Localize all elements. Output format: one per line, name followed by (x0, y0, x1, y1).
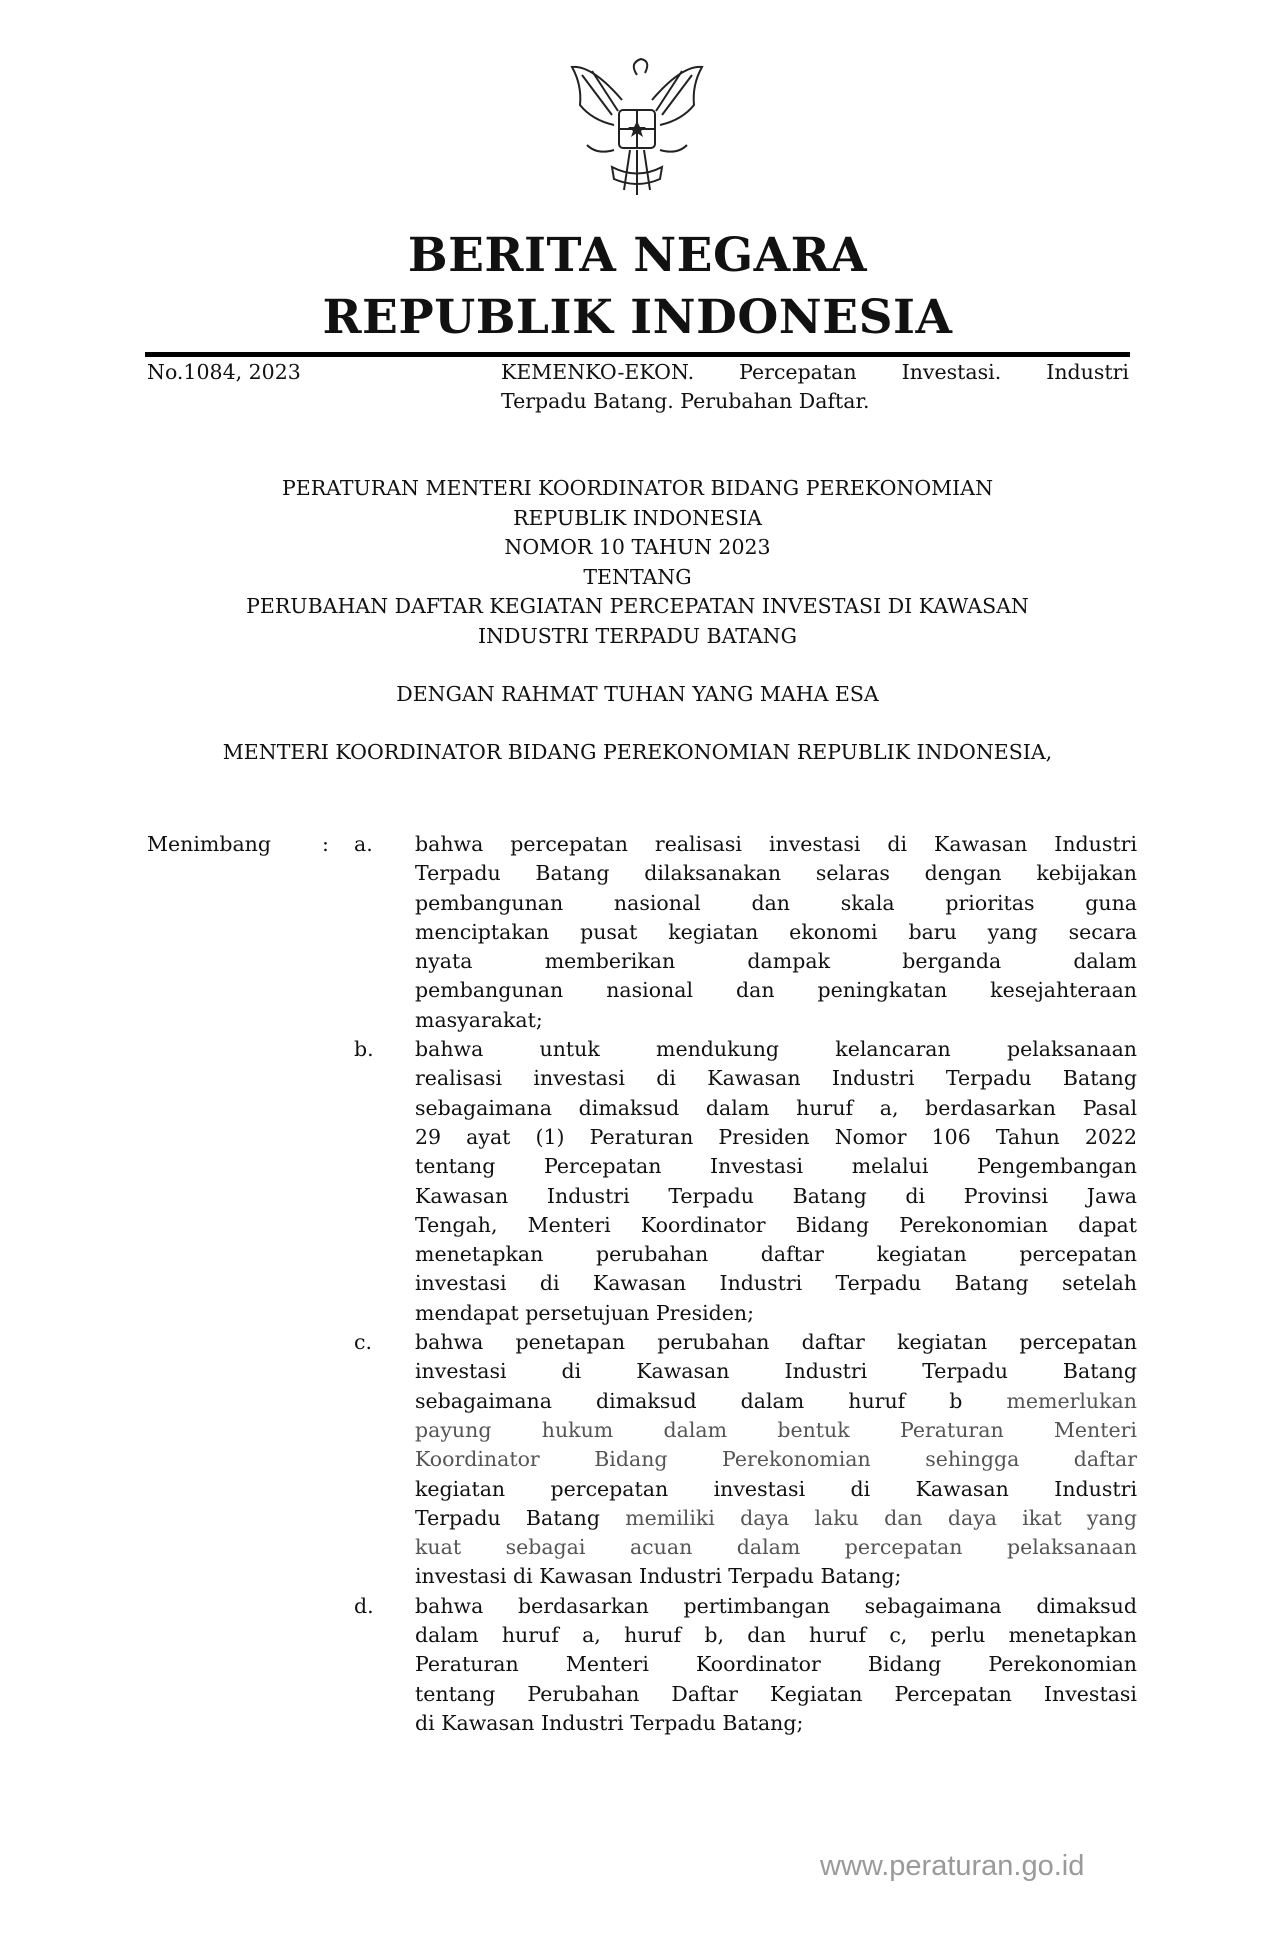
considerations-label: Menimbang (147, 832, 271, 856)
invocation: DENGAN RAHMAT TUHAN YANG MAHA ESA (396, 682, 879, 706)
text-segment: sebagaimana dimaksud dalam huruf a, berdasarkan Pasal (415, 1095, 1137, 1120)
text-line (415, 889, 1137, 918)
text-line (415, 1416, 1137, 1445)
text-line (415, 1299, 1137, 1328)
text-line (415, 1064, 1137, 1093)
issuer: MENTERI KOORDINATOR BIDANG PEREKONOMIAN REPUBLIK INDONESIA, (222, 740, 1053, 764)
text-segment: payung hukum dalam bentuk Peraturan Menteri (415, 1417, 1137, 1442)
text-segment: kuat sebagai acuan dalam percepatan pelaksanaan (415, 1535, 1137, 1560)
text-line (415, 1387, 1137, 1416)
text-line (415, 1475, 1137, 1504)
gazette-number: No.1084, 2023 (147, 360, 301, 384)
subject-line: KEMENKO-EKON. Percepatan Investasi. Industri (501, 360, 1129, 384)
text-segment: nyata memberikan dampak berganda dalam (415, 949, 1137, 974)
text-line (415, 1562, 1137, 1591)
item-text (415, 830, 1137, 1035)
text-segment: menetapkan perubahan daftar kegiatan percepatan (415, 1242, 1137, 1267)
text-line (415, 1094, 1137, 1123)
text-line (415, 1182, 1137, 1211)
text-segment: bahwa penetapan perubahan daftar kegiatan percepatan (415, 1330, 1137, 1355)
text-segment: 29 ayat (1) Peraturan Presiden Nomor 106 Tahun 2022 (415, 1124, 1137, 1149)
item-text (415, 1035, 1137, 1328)
text-segment: tentang Perubahan Daftar Kegiatan Percepatan Investasi (415, 1681, 1137, 1706)
gazette-title: BERITA NEGARA (407, 228, 868, 283)
regulation-heading (0, 474, 1275, 651)
gazette-subject (501, 358, 1129, 416)
text-segment: tentang Percepatan Investasi melalui Pengembangan (415, 1154, 1137, 1179)
item-text (415, 1328, 1137, 1592)
item-text (415, 1592, 1137, 1738)
text-line (415, 1650, 1137, 1679)
text-line (415, 1152, 1137, 1181)
text-segment: masyarakat; (415, 1007, 543, 1032)
text-line (415, 1269, 1137, 1298)
text-line (415, 1621, 1137, 1650)
text-segment: Kawasan Industri Terpadu Batang di Provinsi Jawa (415, 1183, 1137, 1208)
item-letter: a. (354, 832, 373, 856)
text-line (415, 830, 1137, 859)
text-segment: sebagaimana dimaksud dalam huruf b (415, 1388, 1007, 1413)
text-line (415, 976, 1137, 1005)
garuda-emblem-icon (552, 55, 722, 205)
text-segment: Peraturan Menteri Koordinator Bidang Perekonomian (415, 1652, 1137, 1677)
consideration-item (354, 1328, 1137, 1592)
heading-line: REPUBLIK INDONESIA (513, 505, 762, 530)
considerations-list (354, 830, 1137, 1738)
text-segment: menciptakan pusat kegiatan ekonomi baru yang secara (415, 919, 1137, 944)
text-segment: kegiatan percepatan investasi di Kawasan Industri (415, 1476, 1137, 1501)
item-letter: d. (354, 1593, 374, 1618)
text-segment: investasi di Kawasan Industri Terpadu Batang setelah (415, 1271, 1137, 1296)
text-line (415, 859, 1137, 888)
item-letter: c. (354, 1330, 372, 1355)
text-line (415, 1709, 1137, 1738)
text-segment: investasi di Kawasan Industri Terpadu Batang (415, 1359, 1137, 1384)
text-line (415, 947, 1137, 976)
gazette-subtitle: REPUBLIK INDONESIA (322, 290, 953, 345)
text-segment: pembangunan nasional dan peningkatan kesejahteraan (415, 978, 1137, 1003)
text-segment: Tengah, Menteri Koordinator Bidang Perekonomian dapat (415, 1212, 1137, 1237)
heading-line: PERATURAN MENTERI KOORDINATOR BIDANG PEREKONOMIAN (281, 476, 994, 500)
text-line (415, 1328, 1137, 1357)
text-segment: memiliki daya laku dan daya ikat yang (625, 1505, 1137, 1530)
text-line (415, 1211, 1137, 1240)
considerations-colon: : (322, 832, 329, 856)
heading-line: NOMOR 10 TAHUN 2023 (504, 535, 771, 559)
text-segment: memerlukan (1006, 1388, 1137, 1413)
consideration-item (354, 830, 1137, 1035)
text-segment: mendapat persetujuan Presiden; (415, 1300, 755, 1325)
text-segment: bahwa berdasarkan pertimbangan sebagaimana dimaksud (415, 1593, 1137, 1618)
heading-line: PERUBAHAN DAFTAR KEGIATAN PERCEPATAN INVESTASI DI KAWASAN (246, 594, 1029, 618)
text-segment: Terpadu Batang dilaksanakan selaras dengan kebijakan (415, 861, 1137, 886)
watermark: www.peraturan.go.id (820, 1850, 1085, 1882)
text-line (415, 918, 1137, 947)
text-line (415, 1035, 1137, 1064)
header-divider (145, 352, 1130, 357)
text-line (415, 1240, 1137, 1269)
text-segment: di Kawasan Industri Terpadu Batang; (415, 1710, 804, 1735)
subject-line: Terpadu Batang. Perubahan Daftar. (501, 389, 870, 413)
text-segment: dalam huruf a, huruf b, dan huruf c, perlu menetapkan (415, 1623, 1137, 1648)
consideration-item (354, 1035, 1137, 1328)
text-line (415, 1357, 1137, 1386)
text-segment: pembangunan nasional dan skala prioritas guna (415, 890, 1137, 915)
heading-line: TENTANG (583, 564, 692, 589)
text-line (415, 1592, 1137, 1621)
item-letter: b. (354, 1037, 374, 1062)
heading-line: INDUSTRI TERPADU BATANG (478, 623, 797, 648)
text-segment: Koordinator Bidang Perekonomian sehingga daftar (415, 1447, 1137, 1472)
text-segment: investasi di Kawasan Industri Terpadu Batang; (415, 1564, 902, 1589)
text-segment: realisasi investasi di Kawasan Industri Terpadu Batang (415, 1066, 1137, 1091)
text-line (415, 1006, 1137, 1035)
text-line (415, 1445, 1137, 1474)
text-segment: Terpadu Batang (415, 1505, 626, 1530)
text-segment: bahwa untuk mendukung kelancaran pelaksanaan (415, 1037, 1137, 1062)
text-segment: bahwa percepatan realisasi investasi di Kawasan Industri (415, 832, 1137, 856)
consideration-item (354, 1592, 1137, 1738)
text-line (415, 1680, 1137, 1709)
text-line (415, 1504, 1137, 1533)
text-line (415, 1123, 1137, 1152)
text-line (415, 1533, 1137, 1562)
